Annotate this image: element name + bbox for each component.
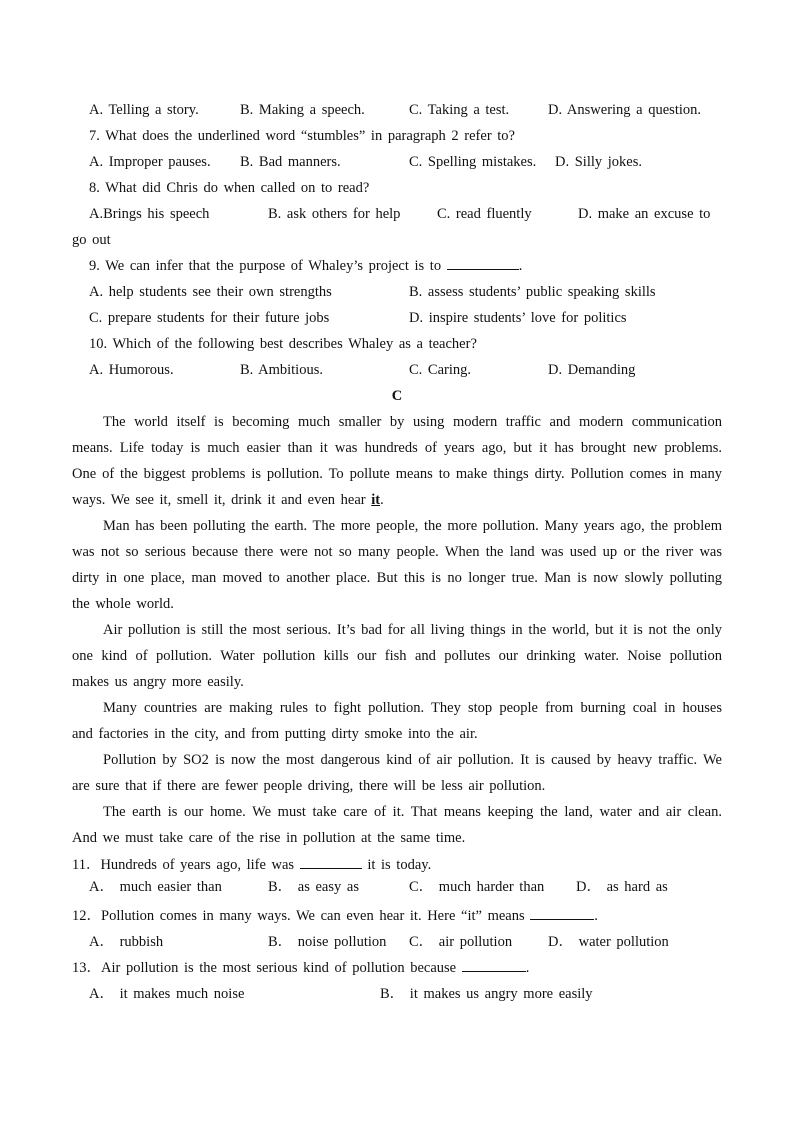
q10-stem: 10. Which of the following best describes Whaley as a teacher?	[89, 336, 477, 352]
passage-paragraph-1: The world itself is becoming much smaller by using modern traffic and modern communication means. Life today is much easier than it was hundreds of years ago, but it has brought new problems. One of the biggest problems is pollution. To pollute means to make things dirty. Pollution comes in many ways. We see it, smell it, drink it and even hear it.	[72, 414, 722, 508]
q11-option-a: A． much easier than	[89, 879, 222, 895]
q7-stem: 7. What does the underlined word “stumbles” in paragraph 2 refer to?	[89, 128, 515, 144]
q11-stem: 11．Hundreds of years ago, life was it is today.	[72, 857, 432, 873]
q6-option-b: B. Making a speech.	[240, 102, 365, 118]
q8-option-d: D. make an excuse to	[578, 206, 711, 222]
q7-option-d: D. Silly jokes.	[555, 154, 642, 170]
q13-stem: 13．Air pollution is the most serious kind of pollution because .	[72, 960, 530, 976]
q8-option-a: A.Brings his speech	[89, 206, 210, 222]
section-heading: C	[391, 388, 403, 404]
q8-option-b: B. ask others for help	[268, 206, 401, 222]
q6-option-a: A. Telling a story.	[89, 102, 199, 118]
q10-option-d: D. Demanding	[548, 362, 636, 378]
q12-option-b: B． noise pollution	[268, 934, 387, 950]
q12-option-d: D． water pollution	[548, 934, 669, 950]
q10-option-b: B. Ambitious.	[240, 362, 323, 378]
q7-option-b: B. Bad manners.	[240, 154, 341, 170]
q12-option-a: A． rubbish	[89, 934, 164, 950]
q9-option-a: A. help students see their own strengths	[89, 284, 332, 300]
q9-option-d: D. inspire students’ love for politics	[409, 310, 627, 326]
answer-blank[interactable]	[300, 856, 362, 869]
q9-stem: 9. We can infer that the purpose of Whaley’s project is to .	[89, 258, 523, 274]
q11-option-b: B． as easy as	[268, 879, 359, 895]
q10-option-a: A. Humorous.	[89, 362, 174, 378]
q11-option-c: C． much harder than	[409, 879, 545, 895]
q6-option-c: C. Taking a test.	[409, 102, 510, 118]
passage-paragraph-3: Air pollution is still the most serious. It’s bad for all living things in the world, but it is not the only one kind of pollution. Water pollution kills our fish and pollutes our drinking water. Noise pollution makes us angry more easily.	[72, 622, 722, 690]
q8-stem: 8. What did Chris do when called on to read?	[89, 180, 370, 196]
q8-option-c: C. read fluently	[437, 206, 532, 222]
answer-blank[interactable]	[447, 257, 519, 270]
q9-option-b: B. assess students’ public speaking skills	[409, 284, 656, 300]
q13-option-a: A． it makes much noise	[89, 986, 245, 1002]
q8-option-d-wrap: go out	[72, 232, 111, 248]
passage-paragraph-5: Pollution by SO2 is now the most dangerous kind of air pollution. It is caused by heavy traffic. We are sure that if there are fewer people driving, there will be less air pollution.	[72, 752, 722, 794]
q10-option-c: C. Caring.	[409, 362, 472, 378]
answer-blank[interactable]	[530, 907, 594, 920]
q13-option-b: B． it makes us angry more easily	[380, 986, 593, 1002]
passage-paragraph-6: The earth is our home. We must take care of it. That means keeping the land, water and air clean. And we must take care of the rise in pollution at the same time.	[72, 804, 722, 846]
passage-paragraph-2: Man has been polluting the earth. The more people, the more pollution. Many years ago, the problem was not so serious because there were not so many people. When the land was used up or the river was dirty in one place, man moved to another place. But this is no longer true. Man is now slowly polluting the whole world.	[72, 518, 722, 612]
q12-option-c: C． air pollution	[409, 934, 513, 950]
q12-stem: 12．Pollution comes in many ways. We can even hear it. Here “it” means .	[72, 908, 598, 924]
q6-option-d: D. Answering a question.	[548, 102, 701, 118]
passage-paragraph-4: Many countries are making rules to fight pollution. They stop people from burning coal in houses and factories in the city, and from putting dirty smoke into the air.	[72, 700, 722, 742]
q11-option-d: D． as hard as	[576, 879, 668, 895]
q9-option-c: C. prepare students for their future jobs	[89, 310, 330, 326]
bold-underlined-word: it	[371, 492, 381, 508]
q7-option-c: C. Spelling mistakes.	[409, 154, 537, 170]
answer-blank[interactable]	[462, 959, 526, 972]
q7-option-a: A. Improper pauses.	[89, 154, 211, 170]
